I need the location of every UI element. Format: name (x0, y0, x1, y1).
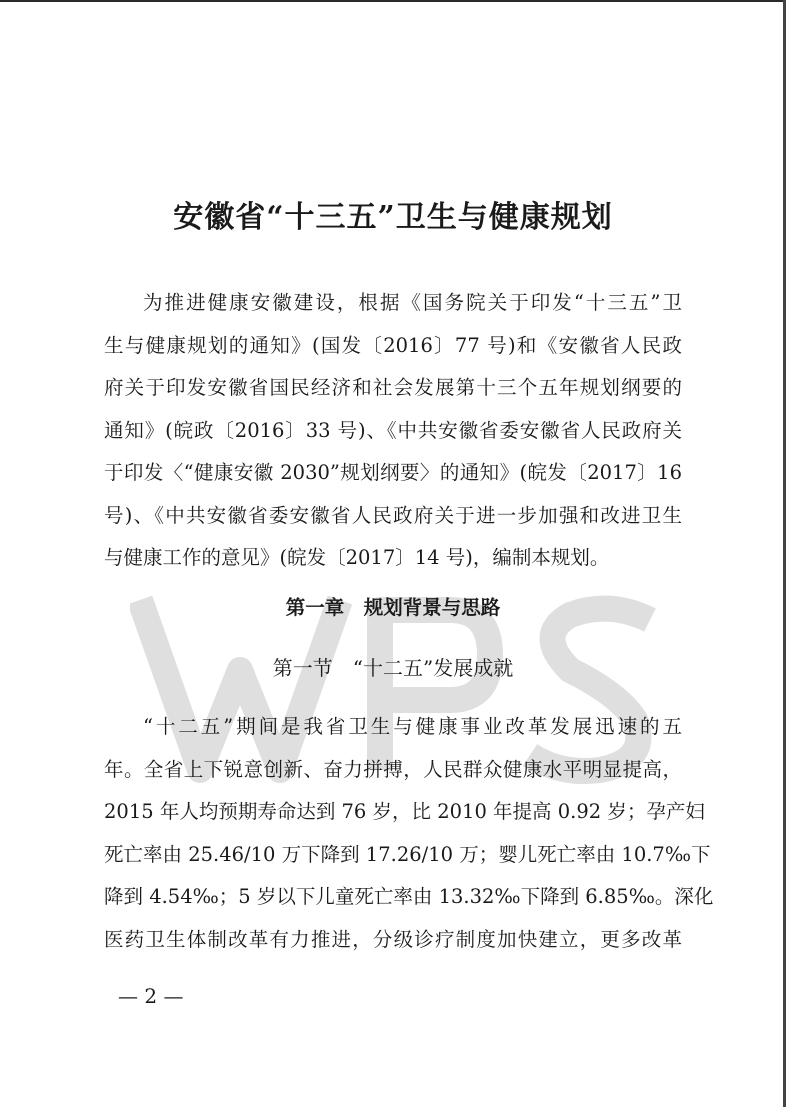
intro-paragraph (104, 282, 682, 580)
intro-line: 号)、《中共安徽省委安徽省人民政府关于进一步加强和改进卫生 (104, 503, 682, 527)
page-number: — 2 — (118, 984, 184, 1008)
body-line: 死亡率由 25.46/10 万下降到 17.26/10 万；婴儿死亡率由 10.7‰下 (104, 842, 711, 866)
body-line: 年。全省上下锐意创新、奋力拼搏，人民群众健康水平明显提高， (104, 757, 682, 781)
document-title: 安徽省“十三五”卫生与健康规划 (173, 200, 613, 235)
intro-line: 与健康工作的意见》(皖发〔2017〕14 号)，编制本规划。 (104, 546, 610, 569)
intro-line: 于印发〈“健康安徽 2030”规划纲要〉的通知》(皖发〔2017〕16 (104, 461, 682, 484)
body-line: 2015 年人均预期寿命达到 76 岁，比 2010 年提高 0.92 岁；孕产妇 (104, 800, 705, 823)
section-heading: 第一节 “十二五”发展成就 (272, 656, 514, 680)
chapter-heading: 第一章 规划背景与思路 (285, 596, 501, 619)
body-line: “十二五”期间是我省卫生与健康事业改革发展迅速的五 (143, 715, 682, 738)
scan-edge-top (0, 0, 786, 2)
intro-line: 为推进健康安徽建设，根据《国务院关于印发“十三五”卫 (143, 291, 682, 314)
intro-line: 通知》(皖政〔2016〕33 号)、《中共安徽省委安徽省人民政府关 (104, 418, 682, 442)
body-paragraph (104, 706, 714, 961)
intro-line: 府关于印发安徽省国民经济和社会发展第十三个五年规划纲要的 (104, 376, 682, 399)
body-line: 医药卫生体制改革有力推进，分级诊疗制度加快建立，更多改革 (104, 927, 682, 951)
body-line: 降到 4.54‰；5 岁以下儿童死亡率由 13.32‰下降到 6.85‰。深化 (104, 885, 714, 908)
intro-line: 生与健康规划的通知》(国发〔2016〕77 号)和《安徽省人民政 (104, 333, 682, 357)
